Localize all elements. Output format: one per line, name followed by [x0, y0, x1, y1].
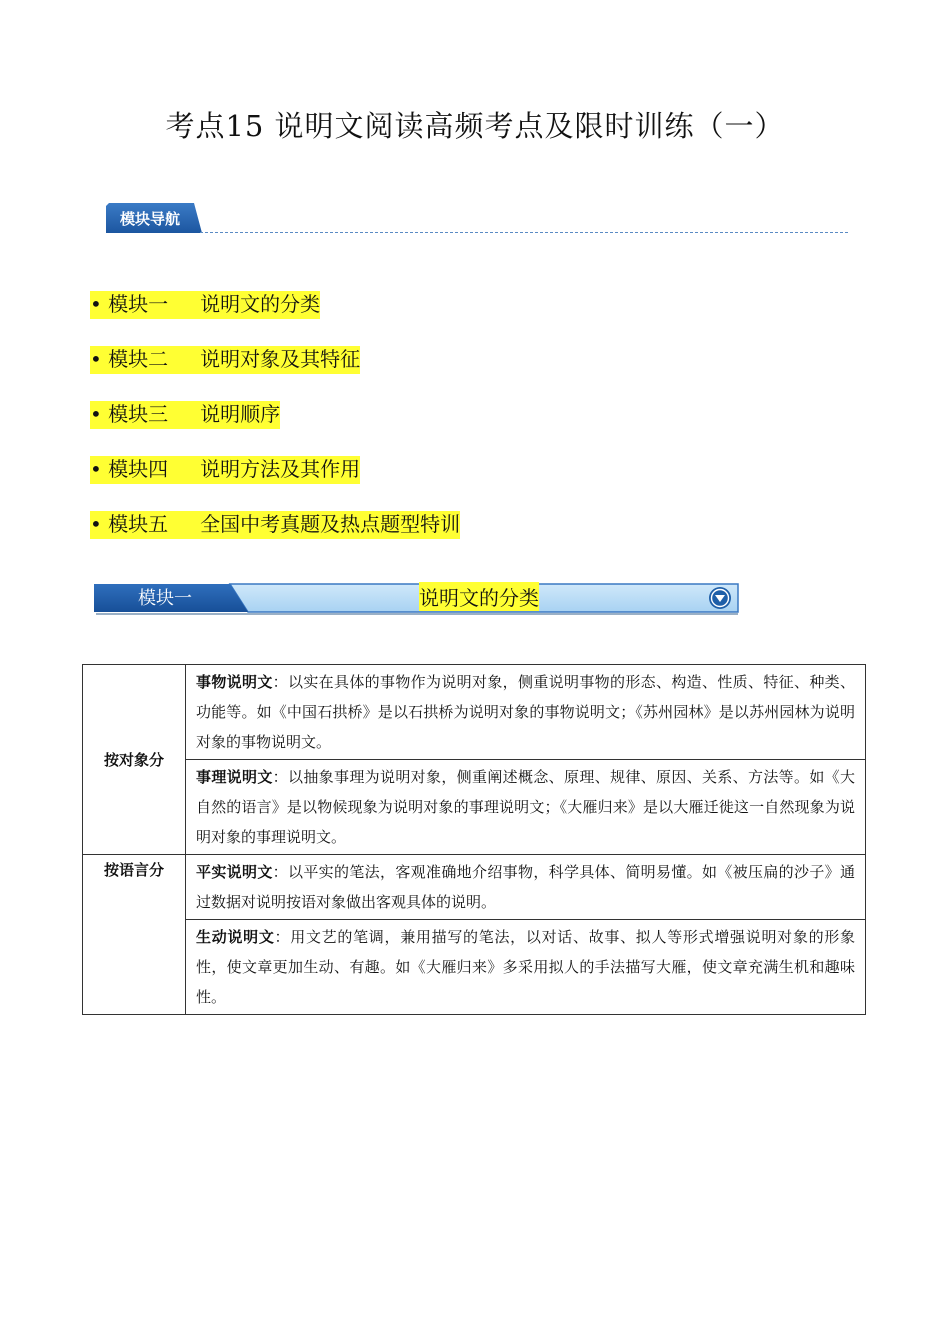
banner-title: 说明文的分类 [419, 582, 539, 611]
category-cell: 按语言分 [83, 855, 186, 1015]
table-row [83, 920, 866, 1015]
module-label: 说明对象及其特征 [200, 347, 361, 371]
term-text: 以实在具体的事物作为说明对象，侧重说明事物的形态、构造、性质、特征、种类、功能等。如《中国石拱桥》是以石拱桥为说明对象的事物说明文；《苏州园林》是以苏州园林为说明对象的事物说明文。 [196, 673, 855, 751]
module-num: 模块四 [108, 457, 169, 481]
module-item-2[interactable]: • 模块二 说明对象及其特征 [90, 343, 360, 372]
module-item-1[interactable]: • 模块一 说明文的分类 [90, 288, 320, 317]
term-text: 以平实的笔法，客观准确地介绍事物，科学具体、简明易懂。如《被压扁的沙子》通过数据对说明按语对象做出客观具体的说明。 [196, 863, 855, 911]
description-cell: 平实说明文：以平实的笔法，客观准确地介绍事物，科学具体、简明易懂。如《被压扁的沙子》通过数据对说明按语对象做出客观具体的说明。 [186, 855, 866, 920]
description-cell: 事物说明文：以实在具体的事物作为说明对象，侧重说明事物的形态、构造、性质、特征、种类、功能等。如《中国石拱桥》是以石拱桥为说明对象的事物说明文；《苏州园林》是以苏州园林为说明对象的事物说明文。 [186, 665, 866, 760]
classification-table [82, 664, 866, 1015]
term-text: 用文艺的笔调，兼用描写的笔法，以对话、故事、拟人等形式增强说明对象的形象性，使文章更加生动、有趣。如《大雁归来》多采用拟人的手法描写大雁，使文章充满生机和趣味性。 [196, 928, 855, 1006]
module-label: 说明顺序 [200, 402, 281, 426]
nav-tab-label: 模块导航 [120, 210, 181, 228]
table-row [83, 760, 866, 855]
module-num: 模块二 [108, 347, 169, 371]
module-nav-tab [106, 203, 202, 233]
module-num: 模块五 [108, 512, 169, 536]
nav-divider [200, 232, 848, 233]
term: 事物说明文 [196, 673, 273, 691]
table-row [83, 855, 866, 920]
module-item-5[interactable]: • 模块五 全国中考真题及热点题型特训 [90, 508, 460, 537]
description-cell: 生动说明文：用文艺的笔调，兼用描写的笔法，以对话、故事、拟人等形式增强说明对象的形象性，使文章更加生动、有趣。如《大雁归来》多采用拟人的手法描写大雁，使文章充满生机和趣味性。 [186, 920, 866, 1015]
table-row [83, 665, 866, 760]
module-item-3[interactable]: • 模块三 说明顺序 [90, 398, 280, 427]
module-num: 模块三 [108, 402, 169, 426]
page-title: 考点15 说明文阅读高频考点及限时训练（一） [165, 109, 785, 143]
term: 生动说明文 [196, 928, 275, 946]
section-banner [92, 582, 742, 616]
chevron-down-circle-icon[interactable] [708, 586, 732, 610]
module-num: 模块一 [108, 292, 169, 316]
term: 事理说明文 [196, 768, 273, 786]
term: 平实说明文 [196, 863, 273, 881]
module-label: 说明方法及其作用 [200, 457, 361, 481]
module-label: 说明文的分类 [200, 292, 321, 316]
description-cell: 事理说明文：以抽象事理为说明对象，侧重阐述概念、原理、规律、原因、关系、方法等。如《大自然的语言》是以物候现象为说明对象的事理说明文；《大雁归来》是以大雁迁徙这一自然现象为说明对象的事理说明文。 [186, 760, 866, 855]
category-cell: 按对象分 [83, 665, 186, 855]
banner-module-label: 模块一 [138, 588, 192, 609]
module-label: 全国中考真题及热点题型特训 [200, 512, 461, 536]
term-text: 以抽象事理为说明对象，侧重阐述概念、原理、规律、原因、关系、方法等。如《大自然的语言》是以物候现象为说明对象的事理说明文；《大雁归来》是以大雁迁徙这一自然现象为说明对象的事理说明文。 [196, 768, 855, 846]
module-item-4[interactable]: • 模块四 说明方法及其作用 [90, 453, 360, 482]
